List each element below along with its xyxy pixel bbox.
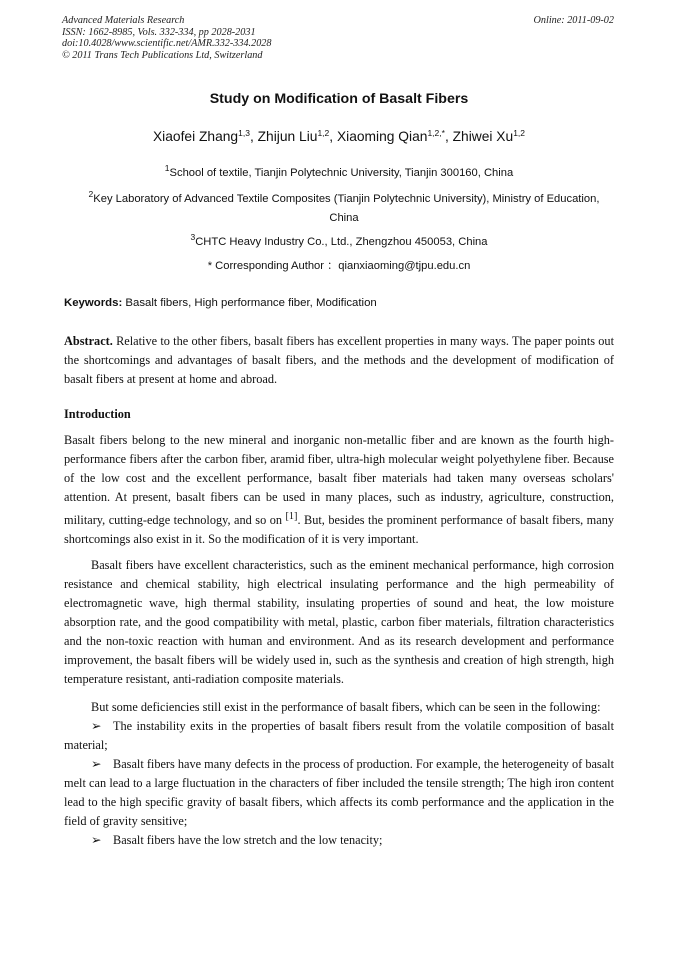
paper-title: Study on Modification of Basalt Fibers [209, 91, 469, 107]
author-separator: , [444, 129, 453, 144]
intro-paragraph-1 [64, 431, 614, 549]
affiliation-3 [64, 233, 614, 252]
arrow-bullet-icon: ➢ [91, 719, 102, 733]
affiliation-text: Key Laboratory of Advanced Textile Composites (Tianjin Polytechnic University), Ministry of Education, China [93, 193, 600, 224]
affiliation-text: CHTC Heavy Industry Co., Ltd., Zhengzhou 450053, China [195, 236, 488, 248]
author-name: Xiaofei Zhang [152, 129, 239, 144]
paragraph-text: . But, besides the prominent performance of basalt fibers, many shortcomings also exist in it. So the modification of it is very important. [64, 513, 615, 547]
bullet-text: Basalt fibers have the low stretch and the low tenacity; [113, 833, 383, 847]
online-date: Online: 2011-09-02 [533, 15, 614, 26]
keywords-label: Keywords: [64, 297, 123, 309]
copyright-line: © 2011 Trans Tech Publications Ltd, Switzerland [62, 49, 263, 61]
author-affiliation-sup: 1,2 [317, 128, 330, 138]
paragraph-text: Basalt fibers belong to the new mineral and inorganic non-metallic fiber and are known as the fourth high-performance fibers after the carbon fiber, aramid fiber, ultra-high molecular weight polyethylene fiber. Because of the low cost and the excellent performance, basalt fiber materials had taken many overseas scholars' attention. At present, basalt fibers can be used in many places, such as industry, agriculture, construction, military, cutting-edge technology, and so on [64, 433, 614, 528]
affiliation-sup: 1 [164, 163, 170, 173]
affiliation-sup: 3 [190, 232, 196, 242]
keywords [64, 297, 614, 309]
affiliation-2 [84, 190, 604, 228]
author-separator: , [249, 129, 258, 144]
abstract-label: Abstract. [64, 334, 113, 348]
citation-ref[interactable]: [1] [285, 511, 298, 522]
bullet-item [64, 755, 614, 831]
abstract [64, 332, 614, 389]
section-heading-introduction: Introduction [64, 407, 131, 421]
doi-line[interactable]: doi:10.4028/www.scientific.net/AMR.332-334.2028 [62, 38, 272, 49]
author-name: Zhiwei Xu [452, 129, 514, 144]
author-name: Xiaoming Qian [336, 129, 428, 144]
author-affiliation-sup: 1,3 [238, 128, 250, 138]
author-affiliation-sup: 1,2,* [427, 128, 445, 138]
author-list [0, 129, 678, 144]
intro-paragraph-2: Basalt fibers have excellent characteristics, such as the eminent mechanical performance, high corrosion resistance and chemical stability, high electrical insulating performance and the high permeability of electromagnetic wave, high thermal stability, insulating properties of sound and heat, the low moisture absorption rate, and the good compatibility with metal, plastic, carbon fiber materials, filtration characteristics and the non-toxic reaction with human and environment. And as its research development and performance improvement, the basalt fibers will be widely used in, such as the synthesis and creation of high strength, high temperature resistant, anti-radiation composite materials. [64, 558, 614, 686]
arrow-bullet-icon: ➢ [91, 757, 102, 771]
intro-paragraph-3: But some deficiencies still exist in the performance of basalt fibers, which can be seen in the following: [91, 700, 601, 714]
keywords-text: Basalt fibers, High performance fiber, Modification [125, 297, 377, 309]
corresponding-author: * Corresponding Author ：qianxiaoming@tjpu.edu.cn [207, 260, 471, 272]
affiliation-text: School of textile, Tianjin Polytechnic University, Tianjin 300160, China [169, 167, 514, 179]
author-name: Zhijun Liu [257, 129, 318, 144]
bullet-text: Basalt fibers have many defects in the process of production. For example, the heterogeneity of basalt melt can lead to a large fluctuation in the characters of fiber included the tensile strength; The high iron content lead to the high specific gravity of basalt fibers, which affects its comb performance and the application in the field of gravity sensitive; [64, 757, 614, 828]
issn-line: ISSN: 1662-8985, Vols. 332-334, pp 2028-2031 [62, 26, 256, 38]
author-separator: , [329, 129, 337, 144]
affiliation-1 [64, 164, 614, 183]
arrow-bullet-icon: ➢ [91, 833, 102, 847]
deficiency-section [64, 698, 614, 850]
bullet-text: The instability exits in the properties of basalt fibers result from the volatile composition of basalt material; [64, 719, 614, 752]
bullet-item [64, 717, 614, 755]
abstract-text: Relative to the other fibers, basalt fibers has excellent properties in many ways. The paper points out the shortcomings and advantages of basalt fibers, and the methods and the development of modification of basalt fibers at present at home and abroad. [64, 334, 614, 386]
journal-header [62, 15, 614, 61]
bullet-item [64, 831, 614, 850]
author-affiliation-sup: 1,2 [513, 128, 526, 138]
journal-name: Advanced Materials Research [62, 15, 185, 26]
affiliation-sup: 2 [88, 189, 94, 199]
